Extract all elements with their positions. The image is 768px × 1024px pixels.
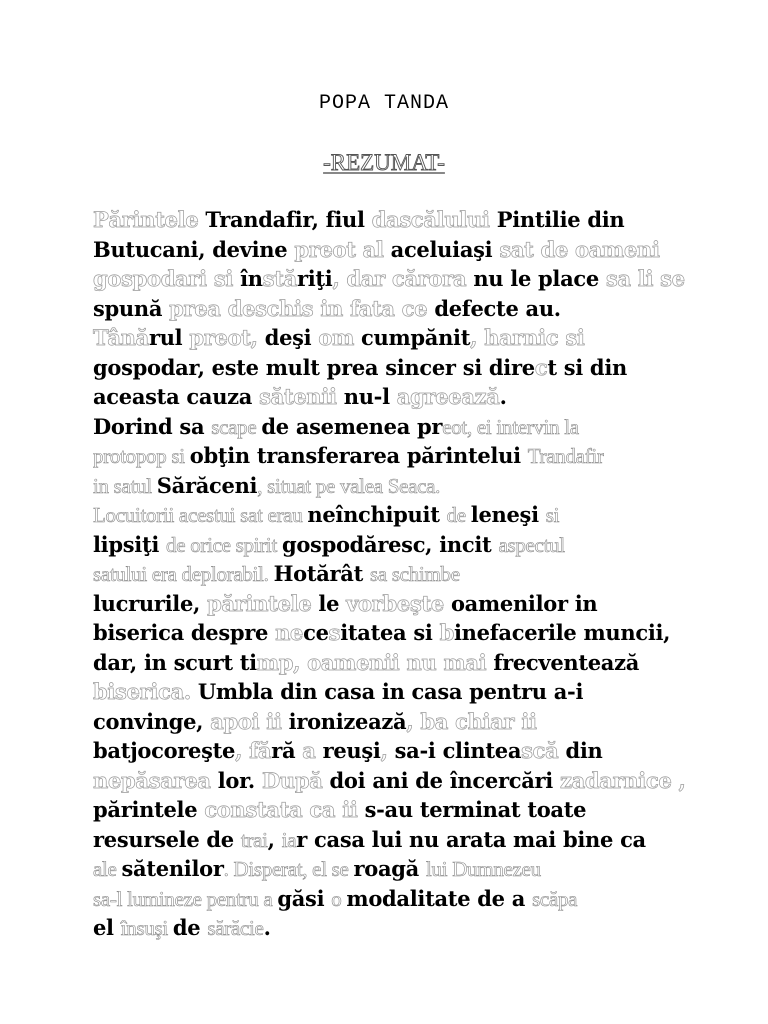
text-segment: lui Dumnezeu	[426, 857, 541, 881]
text-line	[93, 677, 693, 707]
text-segment: leneşi	[470, 502, 546, 527]
text-line	[93, 913, 693, 943]
text-segment: .	[499, 384, 507, 409]
text-segment: de asemenea pr	[261, 413, 443, 439]
text-segment: ,	[380, 738, 395, 763]
text-segment: s-au terminat toate	[364, 797, 587, 822]
text-line	[93, 825, 693, 855]
text-segment: de	[446, 503, 471, 527]
text-segment: Dorind sa	[93, 413, 212, 439]
document-title: POPA TANDA	[318, 92, 450, 115]
text-segment: convinge,	[93, 708, 211, 734]
text-segment: în	[240, 266, 263, 291]
text-segment: sa li se	[605, 266, 685, 291]
text-segment: ,	[267, 826, 282, 852]
text-line	[93, 648, 693, 678]
text-line	[93, 559, 693, 589]
text-segment: lor.	[217, 767, 262, 793]
text-segment: lucrurile,	[93, 590, 208, 616]
text-segment: mp, oamenii nu mai	[256, 649, 494, 675]
text-segment: însuşi	[120, 916, 173, 940]
text-segment: nu le place	[473, 266, 606, 291]
text-segment: stă	[262, 266, 297, 291]
text-segment: b	[439, 620, 454, 645]
text-segment: sa-i clintea	[394, 738, 522, 763]
text-segment: , fă	[235, 738, 272, 763]
text-segment: Locuitorii acestui sat erau	[93, 503, 308, 527]
text-segment: batjocoreşte	[93, 738, 236, 763]
text-segment: eot, ei intervin la	[442, 414, 579, 439]
text-segment: ce	[303, 620, 329, 645]
text-segment: aceluiaşi	[390, 236, 500, 262]
text-segment: agreează	[396, 384, 500, 409]
text-segment: Umbla din casa in casa pentru a-i	[197, 679, 584, 704]
text-segment: deşi	[264, 325, 319, 350]
text-line	[93, 235, 693, 265]
text-segment: trai	[240, 827, 268, 852]
text-segment: ale	[93, 857, 122, 881]
text-segment: sătenii	[259, 384, 344, 409]
text-line	[93, 707, 693, 737]
text-line	[93, 323, 693, 353]
text-segment: rul	[148, 325, 190, 350]
text-segment: După	[261, 767, 330, 793]
text-segment: Trandafir, fiul	[205, 207, 372, 232]
text-segment: obţin transferarea părintelui	[189, 443, 528, 468]
text-segment: părintele	[93, 797, 205, 822]
text-segment: aspectul	[498, 532, 565, 557]
text-line	[93, 353, 693, 383]
text-segment: apoi ii	[210, 708, 289, 734]
text-line	[93, 618, 693, 648]
text-segment: t si din	[547, 354, 627, 380]
text-segment: dascălului	[371, 207, 497, 232]
text-segment: o	[331, 886, 347, 911]
text-segment: Butucani, devine	[93, 236, 295, 262]
text-segment: zadarnice ,	[559, 767, 686, 793]
document-subtitle: -REZUMAT-	[323, 150, 445, 175]
text-segment: , dar	[332, 266, 392, 291]
text-segment: spună	[93, 295, 170, 321]
text-segment: constata ca ii	[204, 797, 365, 822]
text-segment: aceasta cauza	[93, 384, 260, 409]
text-segment: de	[172, 915, 208, 940]
text-line	[93, 854, 693, 884]
text-segment: găsi	[277, 885, 332, 911]
text-segment: r casa lui nu arata mai bine ca	[296, 826, 646, 852]
text-line	[93, 530, 693, 560]
text-segment: lipsiţi	[93, 531, 167, 557]
text-segment: de orice spirit	[166, 532, 282, 557]
text-line	[93, 294, 693, 324]
text-line	[93, 264, 693, 294]
text-segment: neînchipuit	[307, 502, 447, 527]
text-segment: cumpănit	[361, 325, 471, 350]
text-segment: , harnic si	[470, 325, 585, 350]
text-segment: scăpa	[532, 886, 578, 911]
text-segment: protopop si	[93, 444, 190, 468]
text-segment: riţi	[296, 266, 333, 291]
text-line	[93, 382, 693, 412]
text-segment: din	[565, 738, 603, 763]
text-segment: dar, in scurt ti	[93, 649, 257, 675]
text-segment: itatea si	[340, 620, 440, 645]
text-segment: Pintilie din	[496, 207, 625, 232]
text-segment: si	[545, 503, 560, 527]
text-segment: in satul	[93, 473, 157, 498]
text-segment: prea deschis in fata ce	[169, 295, 435, 321]
text-segment: biserica despre	[93, 620, 276, 645]
text-segment: . Disperat, el se	[223, 857, 354, 881]
text-segment: ia	[281, 827, 297, 852]
text-segment: cărora	[391, 266, 474, 291]
text-line	[93, 795, 693, 825]
text-line	[93, 766, 693, 796]
text-segment: scape	[211, 414, 262, 439]
text-segment: sa-l lumineze pentru a	[93, 886, 278, 911]
text-segment: gospodar, este mult prea sincer si dire	[93, 354, 535, 380]
text-segment: Părintele	[93, 207, 206, 232]
text-segment: s	[328, 620, 341, 645]
text-segment: inefacerile muncii,	[453, 620, 671, 645]
text-segment: sătenilor	[121, 856, 224, 881]
text-segment: c	[534, 354, 548, 380]
text-segment: .	[263, 915, 271, 940]
text-segment: , ba chiar ii	[406, 708, 537, 734]
text-segment: biserica.	[93, 679, 198, 704]
text-line	[93, 412, 693, 442]
text-segment: preot,	[189, 325, 265, 350]
text-segment: Hotărât	[273, 561, 371, 586]
summary-body	[93, 205, 693, 943]
text-segment: frecventează	[493, 649, 640, 675]
text-segment: părintele	[207, 590, 319, 616]
text-segment: Sărăceni	[156, 472, 258, 498]
text-segment: ră	[271, 738, 303, 763]
text-segment: gospodari si	[93, 266, 241, 291]
text-segment: vorbeşte	[346, 590, 451, 616]
text-line	[93, 736, 693, 766]
text-line	[93, 884, 693, 914]
text-line	[93, 205, 693, 235]
text-segment: sa schimbe	[370, 562, 460, 586]
text-segment: nu-l	[343, 384, 397, 409]
text-segment: a	[302, 738, 323, 763]
text-segment: sărăcie	[207, 916, 264, 940]
text-segment: scă	[521, 738, 566, 763]
text-segment: defecte au.	[434, 295, 561, 321]
text-segment: el	[93, 915, 121, 940]
text-segment: ironizează	[288, 708, 407, 734]
text-segment: ne	[275, 620, 304, 645]
text-segment: Tână	[93, 325, 149, 350]
text-line	[93, 589, 693, 619]
text-segment: oamenilor in	[450, 590, 598, 616]
text-segment: satului era deplorabil.	[93, 562, 274, 586]
text-segment: om	[318, 325, 361, 350]
text-segment: gospodăresc, incit	[281, 531, 499, 557]
text-segment: reuşi	[322, 738, 381, 763]
text-line	[93, 441, 693, 471]
text-segment: doi ani de încercări	[329, 767, 560, 793]
text-line	[93, 471, 693, 501]
text-segment: , situat pe valea Seaca.	[257, 473, 441, 498]
text-segment: le	[318, 590, 347, 616]
text-segment: Trandafir	[527, 444, 604, 468]
text-segment: modalitate de a	[346, 885, 533, 911]
text-segment: roagă	[353, 856, 426, 881]
text-segment: sat de oameni	[499, 236, 660, 262]
text-segment: preot al	[294, 236, 391, 262]
text-segment: resursele de	[93, 826, 241, 852]
text-segment: nepăsarea	[93, 767, 218, 793]
text-line	[93, 500, 693, 530]
